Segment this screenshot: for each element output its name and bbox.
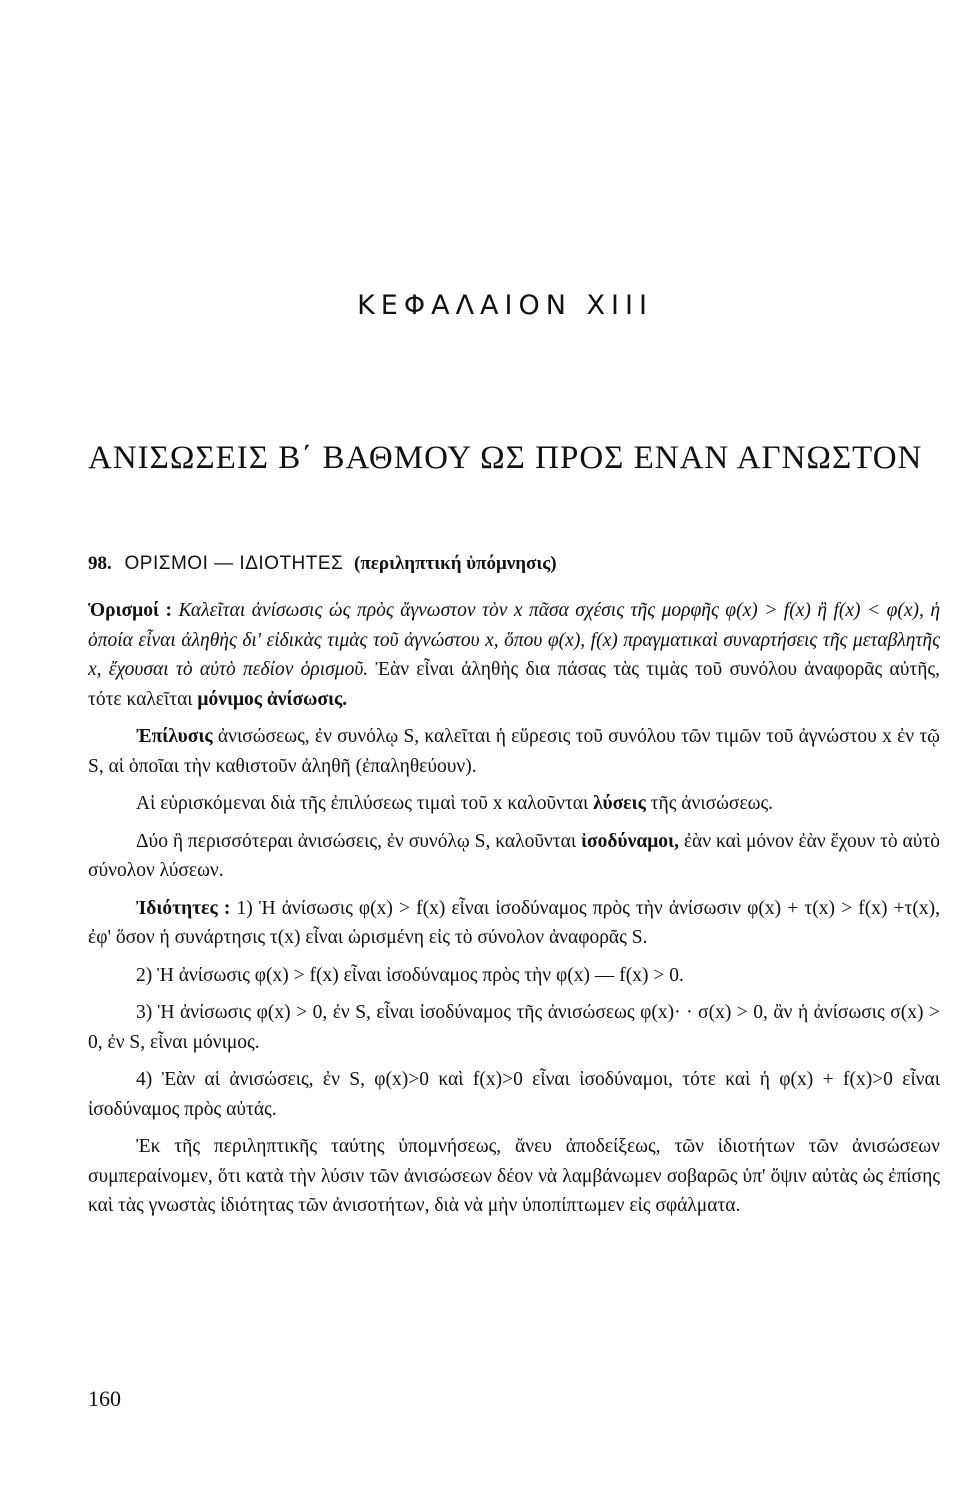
property-item: 1) Ἡ ἀνίσωσις φ(x) > f(x) εἶναι ἰσοδύναμος πρὸς τὴν ἀνίσωσιν φ(x) + τ(x) > f(x) +τ(x), ἐφ' ὅσον ἡ συνάρτησις τ(x) εἶναι ὡρισμένη εἰς τὸ σύνολον ἀναφορᾶς S.	[88, 897, 940, 948]
definitions-label: Ὁρισμοί :	[88, 600, 172, 621]
equivalent-term: ἰσοδύναμοι,	[581, 830, 679, 852]
body-text	[88, 596, 940, 1229]
properties-label: Ἰδιότητες :	[136, 897, 231, 919]
definitions-italic-text: Καλεῖται ἀνίσωσις ὡς πρὸς ἄγνωστον τὸν x πᾶσα σχέσις τῆς μορφῆς φ(x) > f(x) ἢ f(x) < φ(x), ἡ ὁποία εἶναι ἀληθὴς δι' εἰδικὰς τιμὰς τοῦ ἀγνώστου x, ὅπου φ(x), f(x) πραγματικαὶ συναρτήσεις τῆς μεταβλητῆς x, ἔχουσαι τὸ αὐτὸ πεδίον ὁρισμοῦ.	[88, 600, 941, 680]
property-2-paragraph	[88, 961, 940, 991]
equivalent-paragraph	[88, 827, 940, 886]
definitions-text: Ἐὰν εἶναι ἀληθὴς δια πάσας τὰς τιμὰς τοῦ συνόλου ἀναφορᾶς αὐτῆς, τότε καλεῖται	[88, 659, 940, 710]
equivalent-text-after: ἐὰν καὶ μόνον ἐὰν ἔχουν τὸ αὐτὸ σύνολον λύσεων.	[88, 830, 940, 881]
property-item: 4) Ἐὰν αἱ ἀνισώσεις, ἐν S, φ(x)>0 καὶ f(x)>0 εἶναι ἰσοδύναμοι, τότε καὶ ἡ φ(x) + f(x)>0 εἶναι ἰσοδύναμος πρὸς αὐτάς.	[88, 1069, 940, 1120]
equivalent-text-before: Δύο ἢ περισσότεραι ἀνισώσεις, ἐν συνόλῳ S, καλοῦνται	[136, 830, 577, 852]
definitions-paragraph	[88, 596, 940, 714]
solutions-paragraph	[88, 789, 940, 819]
property-item: 2) Ἡ ἀνίσωσις φ(x) > f(x) εἶναι ἰσοδύναμος πρὸς τὴν φ(x) — f(x) > 0.	[136, 964, 684, 986]
solutions-text-after: τῆς ἀνισώσεως.	[650, 793, 774, 814]
section-subtitle: (περιληπτική ὑπόμνησις)	[354, 553, 557, 574]
page-number: 160	[88, 1386, 121, 1411]
section-title: ΟΡΙΣΜΟΙ — ΙΔΙΟΤΗΤΕΣ	[124, 553, 344, 574]
section-heading	[88, 553, 557, 575]
solutions-text-before: Αἱ εὑρισκόμεναι διὰ τῆς ἐπιλύσεως τιμαὶ τοῦ x καλοῦνται	[136, 793, 589, 814]
property-4-paragraph	[88, 1065, 940, 1124]
property-item: 3) Ἡ ἀνίσωσις φ(x) > 0, ἐν S, εἶναι ἰσοδύναμος τῆς ἀνισώσεως φ(x)· · σ(x) > 0, ἂν ἡ ἀνίσωσις σ(x) > 0, ἐν S, εἶναι μόνιμος.	[88, 1002, 940, 1053]
solutions-term: λύσεις	[593, 793, 646, 814]
conclusion-text: Ἐκ τῆς περιληπτικῆς ταύτης ὑπομνήσεως, ἄνευ ἀποδείξεως, τῶν ἰδιοτήτων τῶν ἀνισώσεων συμπεραίνομεν, ὅτι κατὰ τὴν λύσιν τῶν ἀνισώσεων δέον νὰ λαμβάνωμεν σοβαρῶς ὑπ' ὄψιν αὐτὰς ὡς ἐπίσης καὶ τὰς γνωστὰς ἰδιότητας τῶν ἀνισοτήτων, διὰ νὰ μὴν ὑποπίπτωμεν εἰς σφάλματα.	[88, 1136, 940, 1216]
conclusion-paragraph	[88, 1132, 940, 1221]
property-1-paragraph	[88, 894, 940, 953]
solution-paragraph	[88, 722, 940, 781]
section-number: 98.	[88, 553, 112, 574]
chapter-label: ΚΕΦΑΛΑΙΟΝ ΧΙΙΙ	[357, 290, 653, 321]
solution-text: ἀνισώσεως, ἐν συνόλῳ S, καλεῖται ἡ εὕρεσις τοῦ συνόλου τῶν τιμῶν τοῦ ἀγνώστου x ἐν τῷ S, αἱ ὁποῖαι τὴν καθιστοῦν ἀληθῆ (ἐπαληθεύουν).	[88, 726, 940, 777]
chapter-title: ΑΝΙΣΩΣΕΙΣ Β΄ ΒΑΘΜΟΥ ΩΣ ΠΡΟΣ ΕΝΑΝ ΑΓΝΩΣΤΟΝ	[88, 440, 923, 476]
solution-term: Ἐπίλυσις	[136, 726, 213, 747]
definitions-term: μόνιμος ἀνίσωσις.	[197, 688, 348, 710]
property-3-paragraph	[88, 998, 940, 1057]
